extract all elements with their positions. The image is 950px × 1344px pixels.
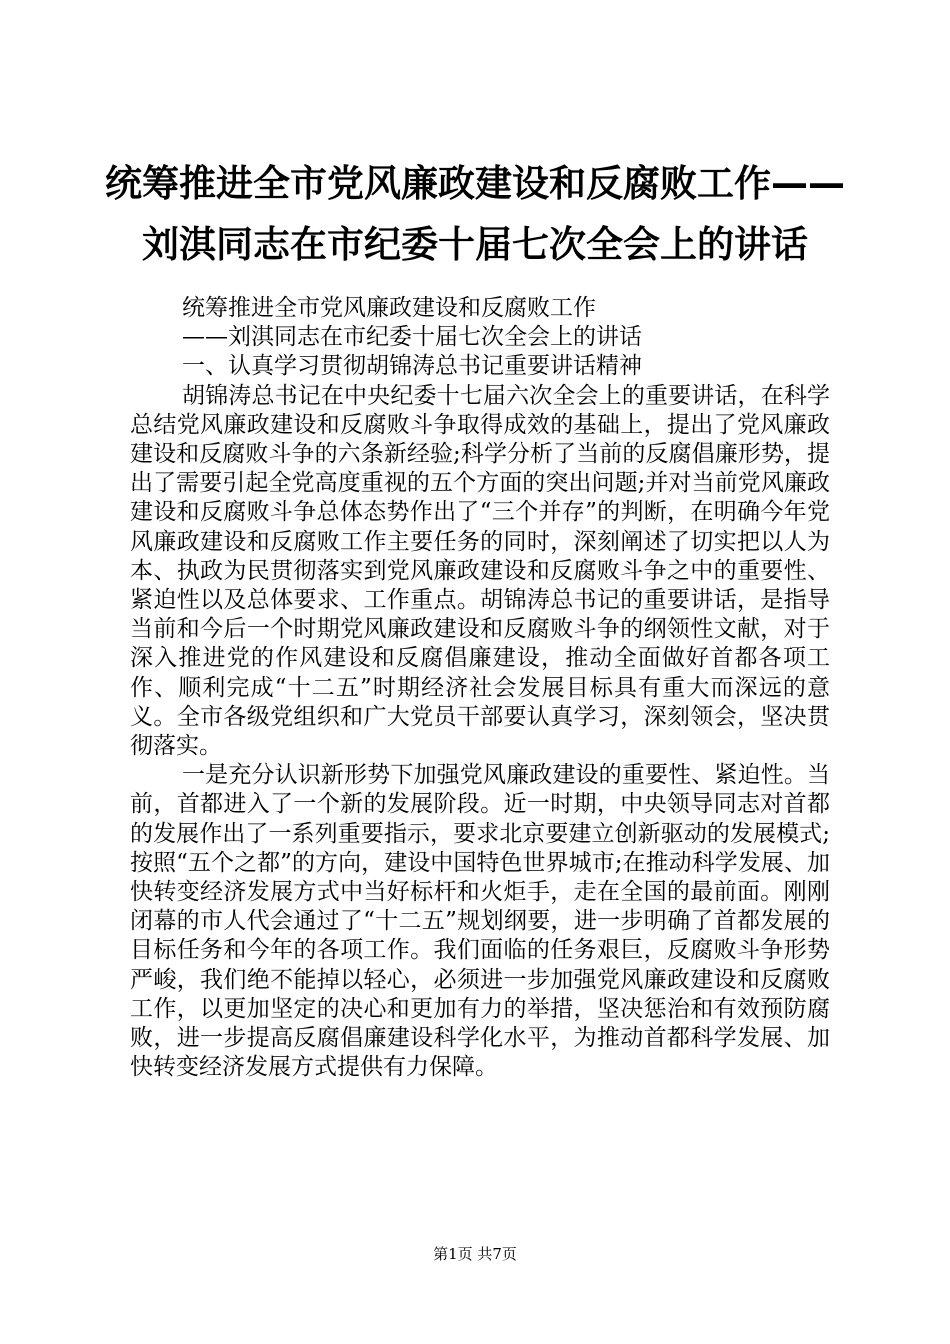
- document-title-line-1: 统筹推进全市党风廉政建设和反腐败工作——: [105, 162, 845, 205]
- page-footer: 第1页 共7页: [433, 1245, 517, 1263]
- section-heading: 一、认真学习贯彻胡锦涛总书记重要讲话精神: [182, 353, 642, 380]
- document-title-line-2: 刘淇同志在市纪委十届七次全会上的讲话: [142, 223, 808, 266]
- paragraph: 胡锦涛总书记在中央纪委十七届六次全会上的重要讲话，在科学总结党风廉政建设和反腐败斗争取得成效的基础上，提出了党风廉政建设和反腐败斗争的六条新经验;科学分析了当前的反腐倡廉形势，提出了需要引起全党高度重视的五个方面的突出问题;并对当前党风廉政建设和反腐败斗争总体态势作出了“三个并存”的判断，在明确今年党风廉政建设和反腐败工作主要任务的同时，深刻阐述了切实把以人为本、执政为民贯彻落实到党风廉政建设和反腐败斗争之中的重要性、紧迫性以及总体要求、工作重点。胡锦涛总书记的重要讲话，是指导当前和今后一个时期党风廉政建设和反腐败斗争的纲领性文献，对于深入推进党的作风建设和反腐倡廉建设，推动全面做好首都各项工作、顺利完成“十二五”时期经济社会发展目标具有重大而深远的意义。全市各级党组织和广大党员干部要认真学习，深刻领会，坚决贯彻落实。: [130, 382, 830, 760]
- subtitle-line-1: 统筹推进全市党风廉政建设和反腐败工作: [182, 295, 596, 321]
- paragraph: 一是充分认识新形势下加强党风廉政建设的重要性、紧迫性。当前，首都进入了一个新的发展阶段。近一时期，中央领导同志对首都的发展作出了一系列重要指示，要求北京要建立创新驱动的发展模式;按照“五个之都”的方向，建设中国特色世界城市;在推动科学发展、加快转变经济发展方式中当好标杆和火炬手，走在全国的最前面。刚刚闭幕的市人代会通过了“十二五”规划纲要，进一步明确了首都发展的目标任务和今年的各项工作。我们面临的任务艰巨，反腐败斗争形势严峻，我们绝不能掉以轻心，必须进一步加强党风廉政建设和反腐败工作，以更加坚定的决心和更加有力的举措，坚决惩治和有效预防腐败，进一步提高反腐倡廉建设科学化水平，为推动首都科学发展、加快转变经济发展方式提供有力保障。: [130, 762, 830, 1081]
- subtitle-line-2: ——刘淇同志在市纪委十届七次全会上的讲话: [182, 324, 642, 351]
- document-body: [130, 294, 830, 1082]
